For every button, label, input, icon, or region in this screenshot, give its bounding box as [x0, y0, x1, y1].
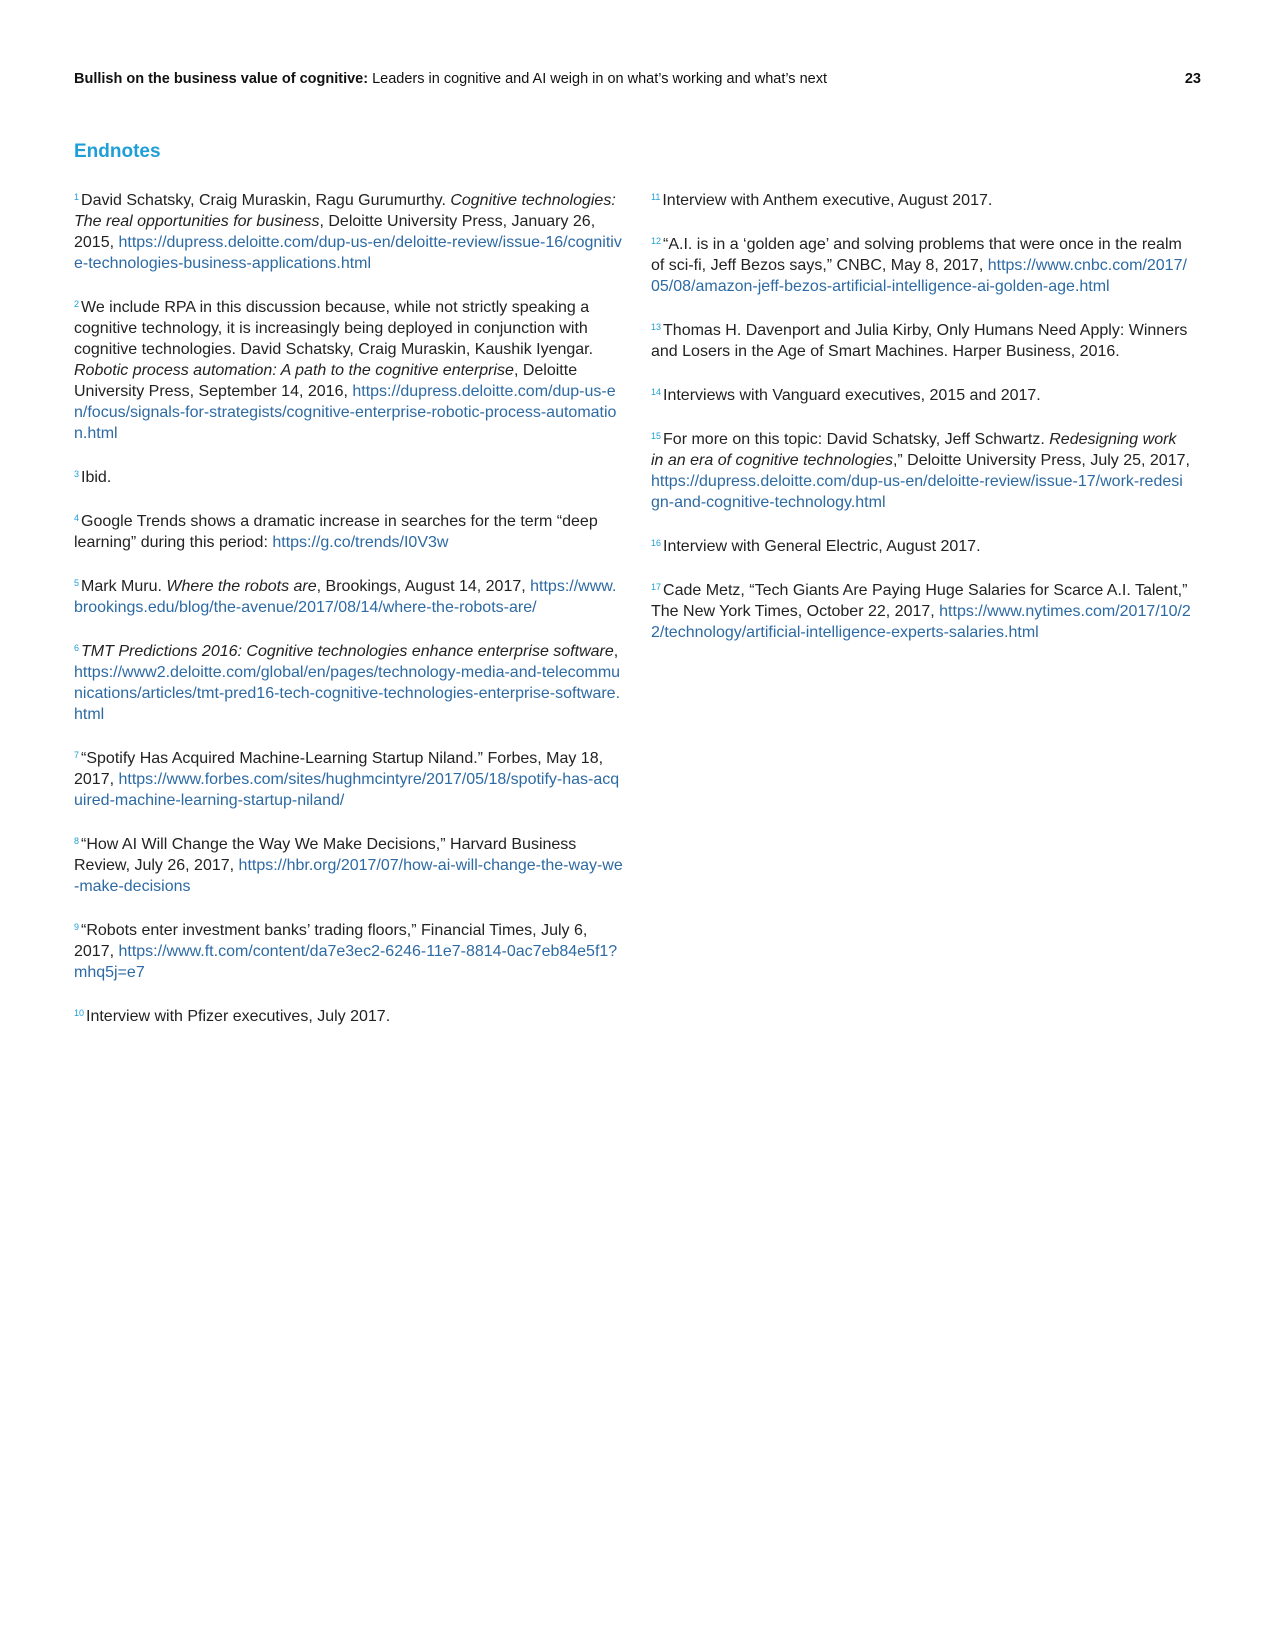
endnote-italic-title: Cognitive technologies: The real opportunities for business — [74, 192, 616, 230]
endnote-text: Cade Metz, “Tech Giants Are Paying Huge Salaries for Scarce A.I. Talent,” The New York Times, October 22, 2017, — [651, 582, 1188, 620]
endnote-number: 1 — [74, 192, 80, 202]
endnote-text: , — [613, 643, 619, 660]
endnote-link[interactable]: https://hbr.org/2017/07/how-ai-will-change-the-way-we-make-decisions — [74, 857, 623, 895]
endnote-italic-title: TMT Predictions 2016: Cognitive technologies enhance enterprise software — [81, 643, 614, 660]
endnote-text: David Schatsky, Craig Muraskin, Ragu Gurumurthy. — [81, 192, 451, 209]
endnote-5 — [74, 573, 624, 618]
endnote-number: 17 — [651, 582, 662, 592]
endnote-link[interactable]: https://dupress.deloitte.com/dup-us-en/focus/signals-for-strategists/cognitive-enterprise-robotic-process-automation.html — [74, 383, 617, 442]
endnote-number: 7 — [74, 750, 80, 760]
endnote-10 — [74, 1003, 624, 1027]
endnote-number: 10 — [74, 1008, 85, 1018]
endnote-text: Thomas H. Davenport and Julia Kirby, Only Humans Need Apply: Winners and Losers in the Age of Smart Machines. Harper Business, 2016. — [651, 322, 1188, 360]
endnote-number: 2 — [74, 299, 80, 309]
endnote-8 — [74, 831, 624, 897]
endnote-text: “A.I. is in a ‘golden age’ and solving problems that were once in the realm of sci-fi, Jeff Bezos says,” CNBC, May 8, 2017, — [651, 236, 1182, 274]
endnote-link[interactable]: https://www.nytimes.com/2017/10/22/technology/artificial-intelligence-experts-salaries.html — [651, 603, 1191, 641]
header-title-bold: Bullish on the business value of cognitive: — [74, 71, 369, 87]
header-title-rest: Leaders in cognitive and AI weigh in on what’s working and what’s next — [368, 71, 827, 87]
endnote-text: For more on this topic: David Schatsky, Jeff Schwartz. — [663, 431, 1050, 448]
endnote-text: “Spotify Has Acquired Machine-Learning Startup Niland.” Forbes, May 18, 2017, — [74, 750, 604, 788]
endnote-link[interactable]: https://www.cnbc.com/2017/05/08/amazon-jeff-bezos-artificial-intelligence-ai-golden-age.html — [651, 257, 1187, 295]
endnotes-right-column — [651, 187, 1191, 663]
endnote-2 — [74, 294, 624, 444]
endnote-text: ,” Deloitte University Press, July 25, 2017, — [892, 452, 1190, 469]
endnote-link[interactable]: https://dupress.deloitte.com/dup-us-en/deloitte-review/issue-16/cognitive-technologies-business-applications.html — [74, 234, 622, 272]
section-title: Endnotes — [74, 141, 161, 162]
endnote-11 — [651, 187, 1191, 211]
endnote-15 — [651, 426, 1191, 513]
endnote-number: 5 — [74, 578, 80, 588]
endnote-number: 11 — [651, 192, 661, 202]
endnote-12 — [651, 231, 1191, 297]
endnote-italic-title: Redesigning work in an era of cognitive technologies — [651, 431, 1177, 469]
endnote-1 — [74, 187, 624, 274]
endnote-17 — [651, 577, 1191, 643]
endnote-text: Mark Muru. — [81, 578, 167, 595]
endnote-13 — [651, 317, 1191, 362]
endnote-text: Interview with General Electric, August 2017. — [663, 538, 981, 555]
endnote-link[interactable]: https://www.forbes.com/sites/hughmcintyre/2017/05/18/spotify-has-acquired-machine-learning-startup-niland/ — [74, 771, 620, 809]
endnotes-left-column — [74, 187, 624, 1047]
endnote-9 — [74, 917, 624, 983]
endnote-number: 16 — [651, 538, 662, 548]
endnote-number: 14 — [651, 387, 662, 397]
endnote-text: Ibid. — [81, 469, 112, 486]
endnote-link[interactable]: https://dupress.deloitte.com/dup-us-en/deloitte-review/issue-17/work-redesign-and-cognitive-technology.html — [651, 473, 1183, 511]
endnote-text: “Robots enter investment banks’ trading floors,” Financial Times, July 6, 2017, — [74, 922, 588, 960]
endnote-3 — [74, 464, 624, 488]
endnote-link[interactable]: https://g.co/trends/I0V3w — [272, 534, 449, 551]
endnote-text: Interview with Pfizer executives, July 2017. — [86, 1008, 391, 1025]
endnote-number: 15 — [651, 431, 662, 441]
endnote-text: Google Trends shows a dramatic increase in searches for the term “deep learning” during this period: — [74, 513, 598, 551]
endnote-text: Interviews with Vanguard executives, 2015 and 2017. — [663, 387, 1041, 404]
endnote-number: 12 — [651, 236, 662, 246]
endnote-number: 4 — [74, 513, 80, 523]
endnote-14 — [651, 382, 1191, 406]
page-number: 23 — [1184, 71, 1201, 87]
running-header — [74, 69, 1201, 89]
endnote-text: “How AI Will Change the Way We Make Decisions,” Harvard Business Review, July 26, 2017, — [74, 836, 577, 874]
endnote-4 — [74, 508, 624, 553]
endnote-number: 8 — [74, 836, 80, 846]
endnote-link[interactable]: https://www.ft.com/content/da7e3ec2-6246-11e7-8814-0ac7eb84e5f1?mhq5j=e7 — [74, 943, 618, 981]
endnote-link[interactable]: https://www2.deloitte.com/global/en/pages/technology-media-and-telecommunications/articles/tmt-pred16-tech-cognitive-technologies-enterprise-software.html — [74, 664, 621, 723]
endnote-number: 13 — [651, 322, 662, 332]
endnote-text: , Deloitte University Press, January 26, 2015, — [74, 213, 596, 251]
endnote-number: 3 — [74, 469, 80, 479]
endnote-number: 9 — [74, 922, 80, 932]
endnote-text: , Brookings, August 14, 2017, — [316, 578, 531, 595]
endnote-number: 6 — [74, 643, 80, 653]
endnote-text: We include RPA in this discussion because, while not strictly speaking a cognitive technology, it is increasingly being deployed in conjunction with cognitive technologies. David Schatsky, Craig Muraskin, Kaushik Iyengar. — [74, 299, 594, 358]
endnote-text: Interview with Anthem executive, August 2017. — [662, 192, 993, 209]
endnote-italic-title: Where the robots are — [166, 578, 317, 595]
endnote-text: , Deloitte University Press, September 14, 2016, — [74, 362, 578, 400]
endnote-6 — [74, 638, 624, 725]
endnote-link[interactable]: https://www.brookings.edu/blog/the-avenue/2017/08/14/where-the-robots-are/ — [74, 578, 617, 616]
endnote-italic-title: Robotic process automation: A path to the cognitive enterprise — [74, 362, 514, 379]
endnote-16 — [651, 533, 1191, 557]
endnote-7 — [74, 745, 624, 811]
